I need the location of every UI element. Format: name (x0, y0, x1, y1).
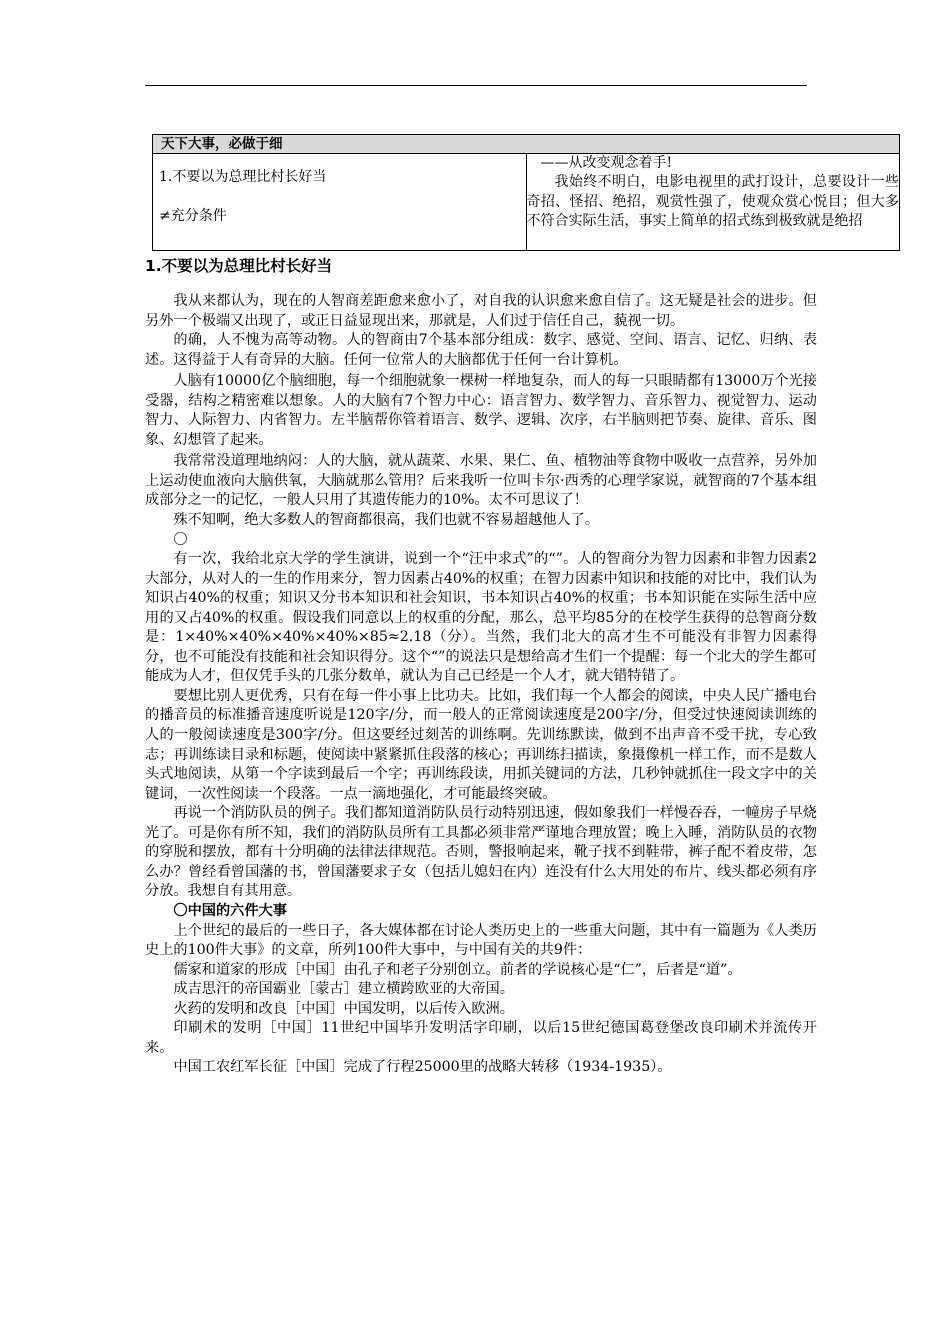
paragraph: 印刷术的发明［中国］11世纪中国毕升发明活字印刷，以后15世纪德国葛登堡改良印刷术并流传开来。 (145, 1020, 817, 1056)
table-left-cell (153, 154, 527, 251)
table-title: 天下大事，必做于细 (153, 135, 900, 154)
paragraph: 我常常没道理地纳闷：人的大脑，就从蔬菜、水果、果仁、鱼、植物油等食物中吸收一点营养，另外加上运动使血液向大脑供氧，大脑就那么管用？后来我听一位叫卡尔·西秀的心理学家说，就智商的7个基本组成部分之一的记忆，一般人只用了其遗传能力的10%。太不可思议了！ (145, 453, 817, 509)
paragraph: 殊不知啊，绝大多数人的智商都很高，我们也就不容易超越他人了。 (173, 512, 600, 529)
paragraph: 有一次，我给北京大学的学生演讲，说到一个“汪中求式”的“”。人的智商分为智力因素和非智力因素2大部分，从对人的一生的作用来分，智力因素占40%的权重；在智力因素中知识和技能的对比中，我们认为知识占40%的权重；知识又分书本知识和社会知识，书本知识占40%的权重；书本知识能在实际生活中应用的又占40%的权重。假设我们同意以上的权重的分配，那么，总平均85分的在校学生获得的总智商分数是：1×40%×40%×40%×40%×85≈2.18（分）。当然，我们北大的高才生不可能没有非智力因素得分，也不可能没有技能和社会知识得分。这个“”的说法只是想给高才生们一个提醒：每一个北大的学生都可能成为人才，但仅凭手头的几张分数单，就认为自己已经是一个人才，就大错特错了。 (145, 551, 817, 685)
section-title: 1.不要以为总理比村长好当 (145, 257, 333, 275)
paragraph: 要想比别人更优秀，只有在每一件小事上比功夫。比如，我们每一个人都会的阅读，中央人民广播电台的播音员的标准播音速度听说是120字/分，而一般人的正常阅读速度是200字/分，但受过快速阅读训练的人的一般阅读速度是300字/分。但这要经过刻苦的训练啊。先训练默读，做到不出声音不受干扰，专心致志；再训练读目录和标题，使阅读中紧紧抓住段落的核心；再训练扫描读，象摄像机一样工作，而不是数人头式地阅读，从第一个字读到最后一个字；再训练段读，用抓关键词的方法，几秒钟就抓住一段文字中的关键词，一次性阅读一个段落。一点一滴地强化，才可能最终突破。 (145, 687, 817, 802)
paragraph: 儒家和道家的形成［中国］由孔子和老子分别创立。前者的学说核心是“仁”，后者是“道”。 (173, 961, 742, 978)
paragraph: 我从来都认为，现在的人智商差距愈来愈小了，对自我的认识愈来愈自信了。这无疑是社会的进步。但另外一个极端又出现了，或正日益显现出来，那就是，人们过于信任自己，藐视一切。 (145, 293, 817, 329)
paragraph: 再说一个消防队员的例子。我们都知道消防队员行动特别迅速，假如象我们一样慢吞吞，一幢房子早烧光了。可是你有所不知，我们的消防队员所有工具都必须非常严谨地合理放置；晚上入睡，消防队员的衣物的穿脱和摆放，都有十分明确的法律法律规范。否则，警报响起来，靴子找不到鞋带，裤子配不着皮带，怎么办？曾经看曾国藩的书，曾国藩要求子女（包括儿媳妇在内）连没有什么大用处的布片、线头都必须有序分放。我想自有其用意。 (145, 805, 817, 900)
paragraph: 火药的发明和改良［中国］中国发明，以后传入欧洲。 (173, 1000, 514, 1017)
table-right-cell (526, 154, 900, 251)
paragraph: 成吉思汗的帝国霸业［蒙古］建立横跨欧亚的大帝国。 (173, 981, 514, 998)
subheading: 〇中国的六件大事 (173, 902, 287, 919)
summary-table (152, 134, 900, 251)
paragraph: 中国工农红军长征［中国］完成了行程25000里的战略大转移（1934-1935）。 (173, 1059, 672, 1076)
paragraph: 人脑有10000亿个脑细胞，每一个细胞就象一棵树一样地复杂，而人的每一只眼睛都有13000万个光接受器，结构之精密难以想象。人的大脑有7个智力中心：语言智力、数学智力、音乐智力、视觉智力、运动智力、人际智力、内省智力。左半脑帮你管着语言、数学、逻辑、次序，右半脑则把节奏、旋律、音乐、图象、幻想管了起来。 (145, 373, 817, 448)
paragraph: 上个世纪的最后的一些日子，各大媒体都在讨论人类历史上的一些重大问题，其中有一篇题为《人类历史上的100件大事》的文章，所列100件大事中，与中国有关的共9件： (145, 922, 817, 959)
left-line-2: ≠充分条件 (159, 208, 227, 224)
header-rule (145, 85, 807, 86)
circle-marker: 〇 (173, 531, 188, 548)
article-body (145, 292, 817, 1078)
left-line-1: 1.不要以为总理比村长好当 (159, 169, 327, 185)
right-paragraph: 我始终不明白，电影电视里的武打设计，总要设计一些奇招、怪招、绝招，观赏性强了，使观众赏心悦目；但大多不符合实际生活，事实上简单的招式练到极致就是绝招 (526, 174, 899, 230)
right-line-1: ——从改变观念着手! (540, 155, 673, 171)
paragraph: 的确，人不愧为高等动物。人的智商由7个基本部分组成：数字、感觉、空间、语言、记忆、归纳、表述。这得益于人有奇异的大脑。任何一位常人的大脑都优于任何一台计算机。 (145, 332, 817, 368)
